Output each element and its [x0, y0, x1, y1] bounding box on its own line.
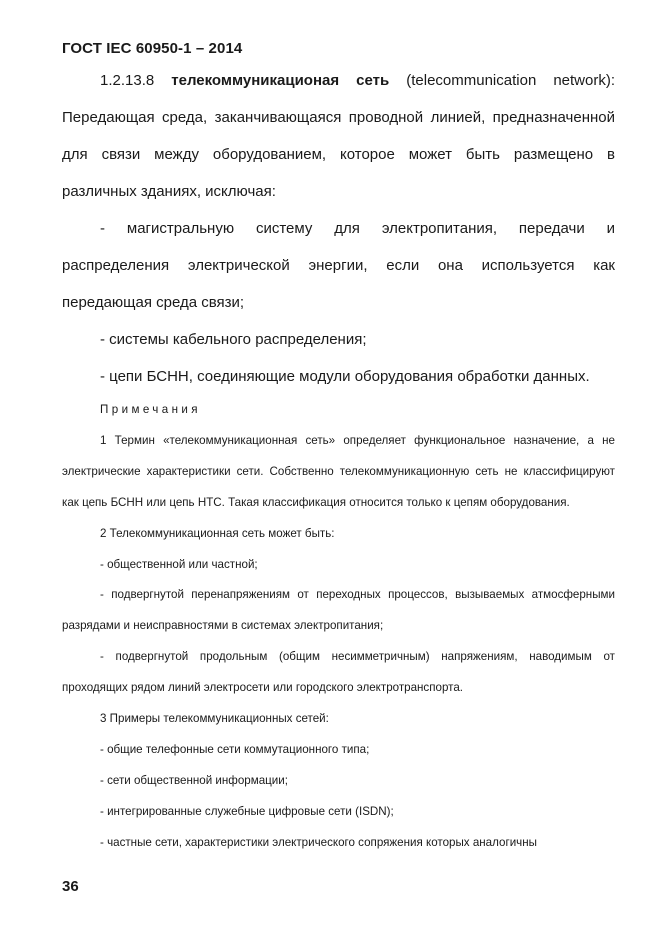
- definition-section: [62, 62, 615, 395]
- definition-text: (telecommunication network): Передающая среда, заканчивающаяся проводной линией, предназначенной для связи между оборудованием, которое может быть размещено в различных зданиях, исключая:: [62, 72, 615, 200]
- note-paragraph: 3 Примеры телекоммуникационных сетей:: [100, 712, 329, 726]
- note-paragraph: - общие телефонные сети коммутационного типа;: [100, 742, 370, 756]
- page-number: 36: [62, 878, 79, 895]
- note-paragraph: 2 Телекоммуникационная сеть может быть:: [100, 526, 335, 540]
- note-paragraph: - подвергнутой продольным (общим несимметричным) напряжениям, наводимым от проходящих рядом линий электросети или городского электротранспорта.: [62, 650, 615, 695]
- defined-term: телекоммуникационая сеть: [171, 72, 390, 89]
- note-paragraph: - интегрированные служебные цифровые сети (ISDN);: [100, 804, 394, 818]
- standard-header: ГОСТ IEC 60950-1 – 2014: [62, 40, 243, 57]
- note-paragraph: - подвергнутой перенапряжениям от переходных процессов, вызываемых атмосферными разрядами и неисправностями в системах электропитания;: [62, 588, 615, 633]
- note-paragraph: - общественной или частной;: [100, 557, 258, 571]
- note-paragraph: - частные сети, характеристики электрического сопряжения которых аналогичны: [100, 835, 537, 849]
- exclusion-item: - системы кабельного распределения;: [100, 331, 367, 348]
- exclusion-item: - магистральную систему для электропитания, передачи и распределения электрической энергии, если она используется как передающая среда связи;: [62, 220, 615, 311]
- definition-paragraph: [62, 62, 615, 210]
- exclusion-item: - цепи БСНН, соединяющие модули оборудования обработки данных.: [100, 368, 590, 385]
- clause-number: 1.2.13.8: [100, 72, 155, 89]
- notes-section: [62, 395, 615, 859]
- note-paragraph: 1 Термин «телекоммуникационная сеть» определяет функциональное назначение, а не электрические характеристики сети. Собственно телекоммуникационную сеть не классифицируют как цепь БСНН или цепь НТС. Такая классификация относится только к цепям оборудования.: [62, 433, 615, 509]
- note-paragraph: - сети общественной информации;: [100, 773, 288, 787]
- notes-title: Примечания: [100, 403, 201, 416]
